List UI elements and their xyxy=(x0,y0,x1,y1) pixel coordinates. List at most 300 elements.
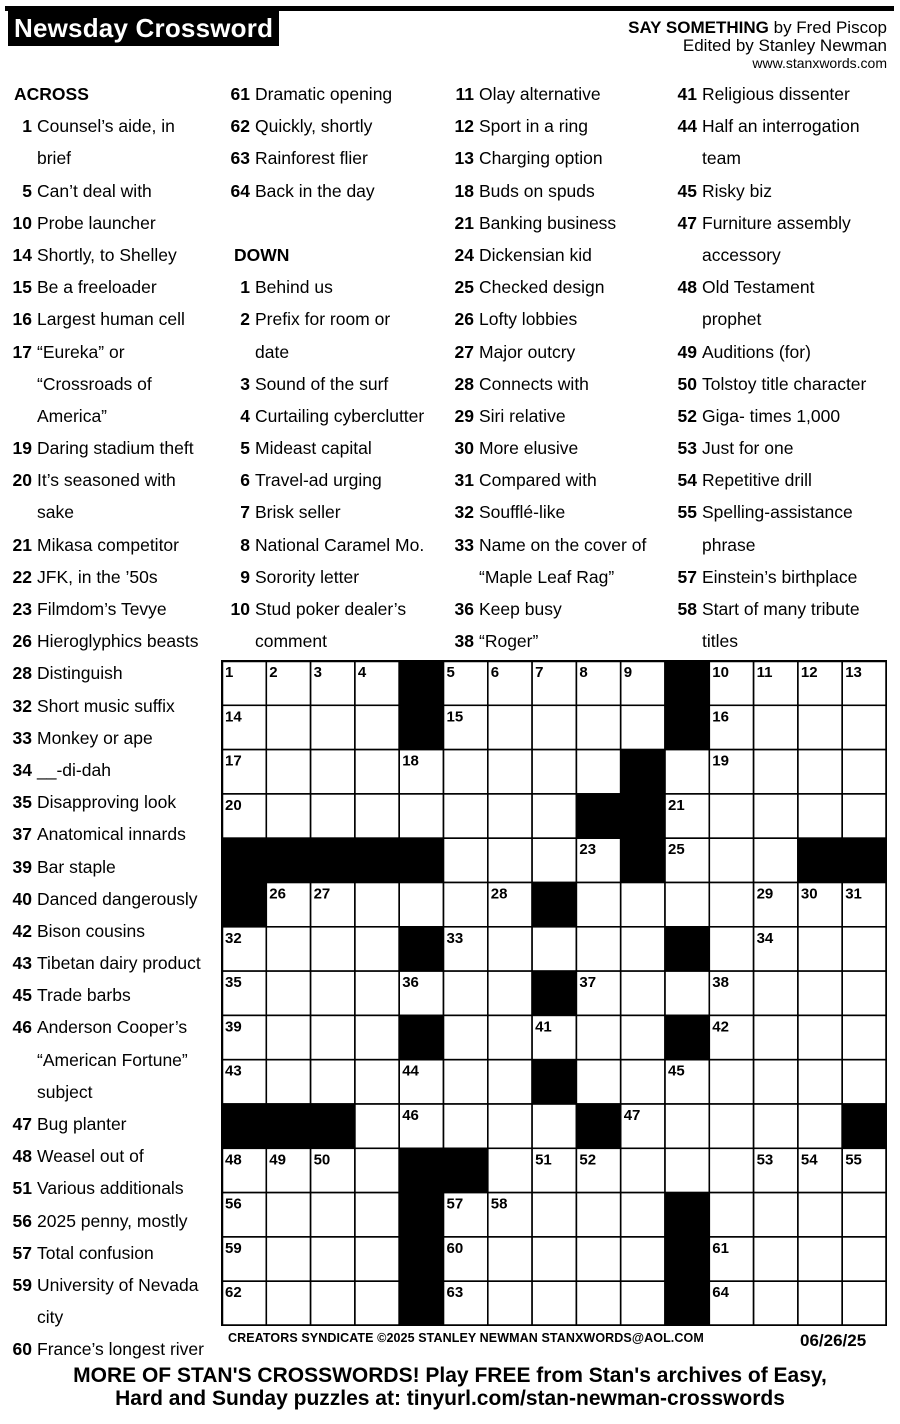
clue-number: 60 xyxy=(12,1339,32,1360)
across-clue-51 xyxy=(8,1172,223,1204)
across-clue-34 xyxy=(8,754,223,786)
grid-cell[interactable] xyxy=(266,1281,310,1325)
down-clue-53 xyxy=(673,432,895,464)
clue-text-continued: titles xyxy=(702,631,738,652)
crossword-grid[interactable] xyxy=(221,660,887,1326)
cell-number: 31 xyxy=(845,885,862,903)
grid-cell[interactable] xyxy=(266,705,310,749)
grid-cell[interactable] xyxy=(444,750,488,794)
cell-number: 51 xyxy=(535,1151,552,1169)
grid-cell[interactable] xyxy=(576,705,620,749)
clue-text-continued: America” xyxy=(37,405,108,426)
cell-number: 22 xyxy=(402,841,419,859)
grid-cell[interactable] xyxy=(266,1237,310,1281)
grid-cell[interactable] xyxy=(842,705,886,749)
grid-cell[interactable] xyxy=(444,971,488,1015)
grid-cell[interactable] xyxy=(532,1281,576,1325)
black-square xyxy=(532,1060,576,1104)
spacer xyxy=(226,207,446,239)
grid-cell[interactable] xyxy=(532,1193,576,1237)
clue-text: Can’t deal with xyxy=(37,180,152,201)
grid-cell[interactable] xyxy=(266,927,310,971)
grid-cell[interactable] xyxy=(842,971,886,1015)
clue-text: Olay alternative xyxy=(479,84,601,104)
clue-text: Disapproving look xyxy=(37,792,177,813)
clue-number: 46 xyxy=(12,1017,32,1038)
cell-number: 1 xyxy=(225,664,234,681)
cell-number: 5 xyxy=(446,664,455,681)
grid-cell[interactable] xyxy=(444,1060,488,1104)
grid-cell[interactable] xyxy=(754,750,798,794)
grid-cell[interactable] xyxy=(355,705,399,749)
cell-number: 33 xyxy=(446,929,464,947)
down-column-4 xyxy=(673,78,895,657)
clue-text: Bar staple xyxy=(37,856,116,877)
cell-number: 48 xyxy=(225,1151,242,1169)
grid-cell[interactable] xyxy=(488,1281,532,1325)
black-square xyxy=(842,1104,886,1148)
grid-cell[interactable] xyxy=(266,1060,310,1104)
website: www.stanxwords.com xyxy=(752,55,887,71)
grid-cell[interactable] xyxy=(576,1060,620,1104)
clue-number: 40 xyxy=(12,888,32,909)
cell-number: 7 xyxy=(535,664,544,681)
grid-cell[interactable] xyxy=(798,1015,842,1059)
grid-cell[interactable] xyxy=(798,1060,842,1104)
grid-cell[interactable] xyxy=(488,705,532,749)
cell-number: 24 xyxy=(623,841,641,859)
grid-cell[interactable] xyxy=(842,1193,886,1237)
clue-number: 47 xyxy=(677,212,697,233)
clue-number: 7 xyxy=(240,502,250,523)
grid-cell[interactable] xyxy=(311,1060,355,1104)
clue-number: 15 xyxy=(12,277,32,298)
grid-cell[interactable] xyxy=(754,971,798,1015)
clue-text: Shortly, to Shelley xyxy=(37,244,177,265)
cell-number: 14 xyxy=(225,708,242,726)
grid-cell[interactable] xyxy=(842,1015,886,1059)
cell-number: 39 xyxy=(225,1018,242,1036)
grid-cell[interactable] xyxy=(798,1104,842,1148)
across-clue-43 xyxy=(8,947,223,979)
grid-cell[interactable] xyxy=(754,1281,798,1325)
clue-number: 1 xyxy=(22,116,32,137)
across-clue-39 xyxy=(8,851,223,883)
grid-cell[interactable] xyxy=(532,838,576,882)
across-clue-33 xyxy=(8,722,223,754)
clue-text: Furniture assembly xyxy=(702,212,851,233)
grid-cell[interactable] xyxy=(532,794,576,838)
clue-number: 26 xyxy=(454,309,474,330)
clue-number: 6 xyxy=(240,470,250,491)
across-clue-59 xyxy=(8,1269,223,1301)
grid-cell[interactable] xyxy=(754,705,798,749)
down-clue-5 xyxy=(226,432,446,464)
cell-number: 47 xyxy=(623,1107,641,1124)
down-clue-21 xyxy=(450,207,670,239)
grid-cell[interactable] xyxy=(798,750,842,794)
clue-text: Religious dissenter xyxy=(702,84,850,104)
black-square xyxy=(399,1193,443,1237)
clue-number: 1 xyxy=(240,277,250,298)
black-square xyxy=(266,838,310,882)
grid-cell[interactable] xyxy=(311,750,355,794)
clue-text: Daring stadium theft xyxy=(37,438,194,459)
across-clue-28 xyxy=(8,657,223,689)
black-square xyxy=(355,838,399,882)
down-clue-31 xyxy=(450,464,670,496)
grid-cell[interactable] xyxy=(621,1015,665,1059)
grid-cell[interactable] xyxy=(709,1148,753,1192)
down-clue-45 xyxy=(673,175,895,207)
grid-cell[interactable] xyxy=(665,971,709,1015)
grid-cell[interactable] xyxy=(621,1060,665,1104)
grid-cell[interactable] xyxy=(355,927,399,971)
black-square xyxy=(222,1104,266,1148)
grid-cell[interactable] xyxy=(621,1148,665,1192)
clue-text: Just for one xyxy=(702,438,794,459)
down-clue-18 xyxy=(450,175,670,207)
cell-number: 18 xyxy=(402,752,419,770)
promo-line-2: Hard and Sunday puzzles at: tinyurl.com/stan-newman-crosswords xyxy=(115,1387,785,1410)
grid-cell[interactable] xyxy=(355,1148,399,1192)
black-square xyxy=(665,927,709,971)
clue-number: 5 xyxy=(240,438,250,459)
grid-cell[interactable] xyxy=(754,1237,798,1281)
cell-number: 4 xyxy=(357,664,367,681)
across-clue-32 xyxy=(8,690,223,722)
clue-text: Old Testament xyxy=(702,277,815,298)
syndicate-credit: CREATORS SYNDICATE ©2025 STANLEY NEWMAN STANXWORDS@AOL.COM xyxy=(228,1331,704,1345)
grid-cell[interactable] xyxy=(355,794,399,838)
across-clue-15 xyxy=(8,271,223,303)
grid-cell[interactable] xyxy=(266,1015,310,1059)
grid-cell[interactable] xyxy=(355,1237,399,1281)
across-clue-21 xyxy=(8,529,223,561)
clue-text: Mikasa competitor xyxy=(37,534,179,555)
grid-cell[interactable] xyxy=(311,971,355,1015)
down-clue-32 xyxy=(450,496,670,528)
clue-number: 47 xyxy=(12,1114,32,1134)
across-clue-35 xyxy=(8,786,223,818)
grid-cell[interactable] xyxy=(798,1193,842,1237)
clue-number: 44 xyxy=(677,116,697,137)
grid-cell[interactable] xyxy=(754,838,798,882)
clue-number: 31 xyxy=(454,470,474,491)
grid-cell[interactable] xyxy=(355,1281,399,1325)
clue-number: 63 xyxy=(230,148,250,169)
clue-text: Monkey or ape xyxy=(37,727,153,748)
clue-number: 36 xyxy=(454,599,474,619)
across-clue-20 xyxy=(8,464,223,496)
black-square xyxy=(399,661,443,705)
clue-number: 58 xyxy=(677,599,697,619)
clue-number: 56 xyxy=(12,1210,32,1231)
cell-number: 59 xyxy=(225,1239,242,1257)
grid-cell[interactable] xyxy=(709,794,753,838)
clue-number: 50 xyxy=(677,373,697,394)
clue-number: 26 xyxy=(12,631,32,652)
grid-cell[interactable] xyxy=(311,1193,355,1237)
grid-cell[interactable] xyxy=(488,1148,532,1192)
grid-cell[interactable] xyxy=(621,883,665,927)
grid-cell[interactable] xyxy=(842,1060,886,1104)
clue-text-continued: date xyxy=(255,341,290,362)
grid-cell[interactable] xyxy=(665,750,709,794)
grid-cell[interactable] xyxy=(621,1281,665,1325)
grid-cell[interactable] xyxy=(488,1104,532,1148)
grid-cell[interactable] xyxy=(576,1193,620,1237)
black-square xyxy=(532,883,576,927)
down-clue-10 xyxy=(226,593,446,625)
grid-cell[interactable] xyxy=(576,927,620,971)
grid-cell[interactable] xyxy=(311,1237,355,1281)
grid-cell[interactable] xyxy=(488,1060,532,1104)
grid-cell[interactable] xyxy=(266,750,310,794)
cell-number: 25 xyxy=(668,841,685,859)
black-square xyxy=(399,705,443,749)
clue-text: Major outcry xyxy=(479,341,576,362)
grid-cell[interactable] xyxy=(576,750,620,794)
clue-number: 64 xyxy=(230,180,250,201)
clue-text: Filmdom’s Tevye xyxy=(37,599,167,619)
grid-cell[interactable] xyxy=(355,971,399,1015)
grid-cell[interactable] xyxy=(355,750,399,794)
grid-cell[interactable] xyxy=(355,1104,399,1148)
grid-cell[interactable] xyxy=(621,1237,665,1281)
black-square xyxy=(665,1015,709,1059)
grid-cell[interactable] xyxy=(754,1193,798,1237)
grid-cell[interactable] xyxy=(488,971,532,1015)
grid-cell[interactable] xyxy=(488,750,532,794)
grid-cell[interactable] xyxy=(621,927,665,971)
down-clue-36 xyxy=(450,593,670,625)
black-square xyxy=(399,927,443,971)
grid-cell[interactable] xyxy=(709,927,753,971)
clue-number: 45 xyxy=(677,180,697,201)
cell-number: 32 xyxy=(225,929,242,947)
clue-text: Behind us xyxy=(255,277,333,298)
clue-number: 29 xyxy=(454,405,474,426)
clue-text: Name on the cover of xyxy=(479,534,647,555)
grid-cell[interactable] xyxy=(444,838,488,882)
clue-number: 28 xyxy=(454,373,474,394)
clue-text-continued: accessory xyxy=(702,244,781,265)
down-clue-4 xyxy=(226,400,446,432)
grid-cell[interactable] xyxy=(754,1060,798,1104)
grid-cell[interactable] xyxy=(709,883,753,927)
grid-cell[interactable] xyxy=(798,971,842,1015)
clue-number: 4 xyxy=(240,405,250,426)
grid-cell[interactable] xyxy=(488,838,532,882)
down-clue-54 xyxy=(673,464,895,496)
grid-cell[interactable] xyxy=(532,1237,576,1281)
grid-cell[interactable] xyxy=(621,971,665,1015)
grid-cell[interactable] xyxy=(532,705,576,749)
clue-number: 20 xyxy=(12,470,32,491)
down-clue-52 xyxy=(673,400,895,432)
grid-cell[interactable] xyxy=(798,1281,842,1325)
clue-text: Short music suffix xyxy=(37,695,175,716)
clue-text: More elusive xyxy=(479,438,579,459)
clue-number: 48 xyxy=(12,1146,32,1167)
grid-cell[interactable] xyxy=(798,705,842,749)
cell-number: 10 xyxy=(712,664,729,681)
cell-number: 46 xyxy=(402,1107,419,1124)
across-clue-26 xyxy=(8,625,223,657)
clue-number: 32 xyxy=(454,502,474,523)
black-square xyxy=(222,838,266,882)
down-clue-1 xyxy=(226,271,446,303)
clue-number: 23 xyxy=(12,599,32,619)
grid-cell[interactable] xyxy=(444,883,488,927)
across-clue-46 xyxy=(8,1011,223,1043)
grid-cell[interactable] xyxy=(709,1060,753,1104)
across-clue-5 xyxy=(8,175,223,207)
down-clue-33 xyxy=(450,529,670,561)
cell-number: 28 xyxy=(490,885,508,903)
grid-cell[interactable] xyxy=(754,794,798,838)
grid-cell[interactable] xyxy=(355,1015,399,1059)
grid-cell[interactable] xyxy=(798,927,842,971)
down-clue-13 xyxy=(450,142,670,174)
grid-cell[interactable] xyxy=(798,1237,842,1281)
clue-text: Lofty lobbies xyxy=(479,309,578,330)
grid-cell[interactable] xyxy=(444,1104,488,1148)
clue-number: 10 xyxy=(230,599,250,619)
grid-cell[interactable] xyxy=(754,1104,798,1148)
grid-cell[interactable] xyxy=(842,1281,886,1325)
grid-cell[interactable] xyxy=(266,971,310,1015)
clue-number: 42 xyxy=(12,920,32,941)
clue-text: __-di-dah xyxy=(37,759,111,780)
grid-cell[interactable] xyxy=(576,883,620,927)
clue-number: 25 xyxy=(454,277,474,298)
clue-text: Hieroglyphics beasts xyxy=(37,631,199,652)
grid-cell[interactable] xyxy=(444,1015,488,1059)
grid-cell[interactable] xyxy=(842,927,886,971)
grid-cell[interactable] xyxy=(665,1148,709,1192)
grid-cell[interactable] xyxy=(842,750,886,794)
clue-number: 13 xyxy=(454,148,474,169)
grid-cell[interactable] xyxy=(488,927,532,971)
clue-text: Be a freeloader xyxy=(37,277,157,298)
across-heading: ACROSS xyxy=(14,84,89,104)
grid-cell[interactable] xyxy=(355,883,399,927)
clue-text: Prefix for room or xyxy=(255,309,391,330)
grid-cell[interactable] xyxy=(532,750,576,794)
across-clue-62 xyxy=(226,110,446,142)
grid-cell[interactable] xyxy=(488,1237,532,1281)
cell-number: 6 xyxy=(490,664,500,681)
grid-cell[interactable] xyxy=(355,1193,399,1237)
across-clue-10 xyxy=(8,207,223,239)
down-clue-26 xyxy=(450,303,670,335)
grid-cell[interactable] xyxy=(754,1015,798,1059)
grid-cell[interactable] xyxy=(532,1104,576,1148)
clue-text-continued: team xyxy=(702,148,741,169)
across-clue-57 xyxy=(8,1237,223,1269)
cell-number: 64 xyxy=(712,1284,729,1302)
cell-number: 57 xyxy=(446,1195,464,1213)
grid-cell[interactable] xyxy=(311,705,355,749)
grid-cell[interactable] xyxy=(399,794,443,838)
black-square xyxy=(665,1237,709,1281)
cell-number: 45 xyxy=(668,1062,685,1080)
grid-cell[interactable] xyxy=(798,794,842,838)
grid-cell[interactable] xyxy=(355,1060,399,1104)
clue-number: 48 xyxy=(677,277,697,298)
grid-cell[interactable] xyxy=(842,1237,886,1281)
grid-cell[interactable] xyxy=(709,1193,753,1237)
grid-cell[interactable] xyxy=(665,883,709,927)
clue-text: Banking business xyxy=(479,212,617,233)
down-clue-8 xyxy=(226,529,446,561)
cell-number: 53 xyxy=(756,1151,774,1169)
grid-cell[interactable] xyxy=(488,1015,532,1059)
grid-cell[interactable] xyxy=(311,794,355,838)
cell-number: 26 xyxy=(269,885,286,903)
clue-number: 33 xyxy=(12,727,32,748)
grid-cell[interactable] xyxy=(488,794,532,838)
clue-number: 41 xyxy=(677,84,697,104)
grid-cell[interactable] xyxy=(266,794,310,838)
grid-cell[interactable] xyxy=(311,927,355,971)
clue-number: 37 xyxy=(12,824,32,845)
grid-cell[interactable] xyxy=(311,1281,355,1325)
clue-text-continued: comment xyxy=(255,631,327,652)
clue-text-continued: phrase xyxy=(702,534,756,555)
clue-text: Brisk seller xyxy=(255,502,341,523)
cell-number: 52 xyxy=(579,1151,597,1169)
grid-cell[interactable] xyxy=(621,1193,665,1237)
clue-number: 21 xyxy=(12,534,32,555)
clue-text: It’s seasoned with xyxy=(37,470,176,491)
black-square xyxy=(842,838,886,882)
clue-number: 61 xyxy=(230,84,250,104)
black-square xyxy=(532,971,576,1015)
grid-cell[interactable] xyxy=(576,1281,620,1325)
down-clue-48 xyxy=(673,271,895,303)
down-heading: DOWN xyxy=(234,244,290,265)
black-square xyxy=(266,1104,310,1148)
grid-cell[interactable] xyxy=(842,794,886,838)
cell-number: 9 xyxy=(623,664,633,681)
grid-cell[interactable] xyxy=(576,1015,620,1059)
clue-text: Einstein’s birthplace xyxy=(702,566,858,587)
grid-cell[interactable] xyxy=(709,1104,753,1148)
clue-text: Sound of the surf xyxy=(255,373,389,394)
across-clue-17 xyxy=(8,336,223,368)
grid-cell[interactable] xyxy=(709,838,753,882)
grid-cell[interactable] xyxy=(311,1015,355,1059)
grid-cell[interactable] xyxy=(266,1193,310,1237)
clue-text: France’s longest river xyxy=(37,1339,204,1360)
grid-cell[interactable] xyxy=(576,1237,620,1281)
grid-cell[interactable] xyxy=(532,927,576,971)
grid-cell[interactable] xyxy=(665,1104,709,1148)
black-square xyxy=(798,838,842,882)
across-column-1 xyxy=(8,78,223,1366)
cell-number: 36 xyxy=(402,974,419,992)
cell-number: 41 xyxy=(535,1018,552,1036)
grid-cell[interactable] xyxy=(621,705,665,749)
grid-cell[interactable] xyxy=(399,883,443,927)
cell-number: 44 xyxy=(402,1062,419,1080)
clue-number: 62 xyxy=(230,116,250,137)
grid-cell[interactable] xyxy=(444,794,488,838)
clue-text: University of Nevada xyxy=(37,1274,199,1295)
